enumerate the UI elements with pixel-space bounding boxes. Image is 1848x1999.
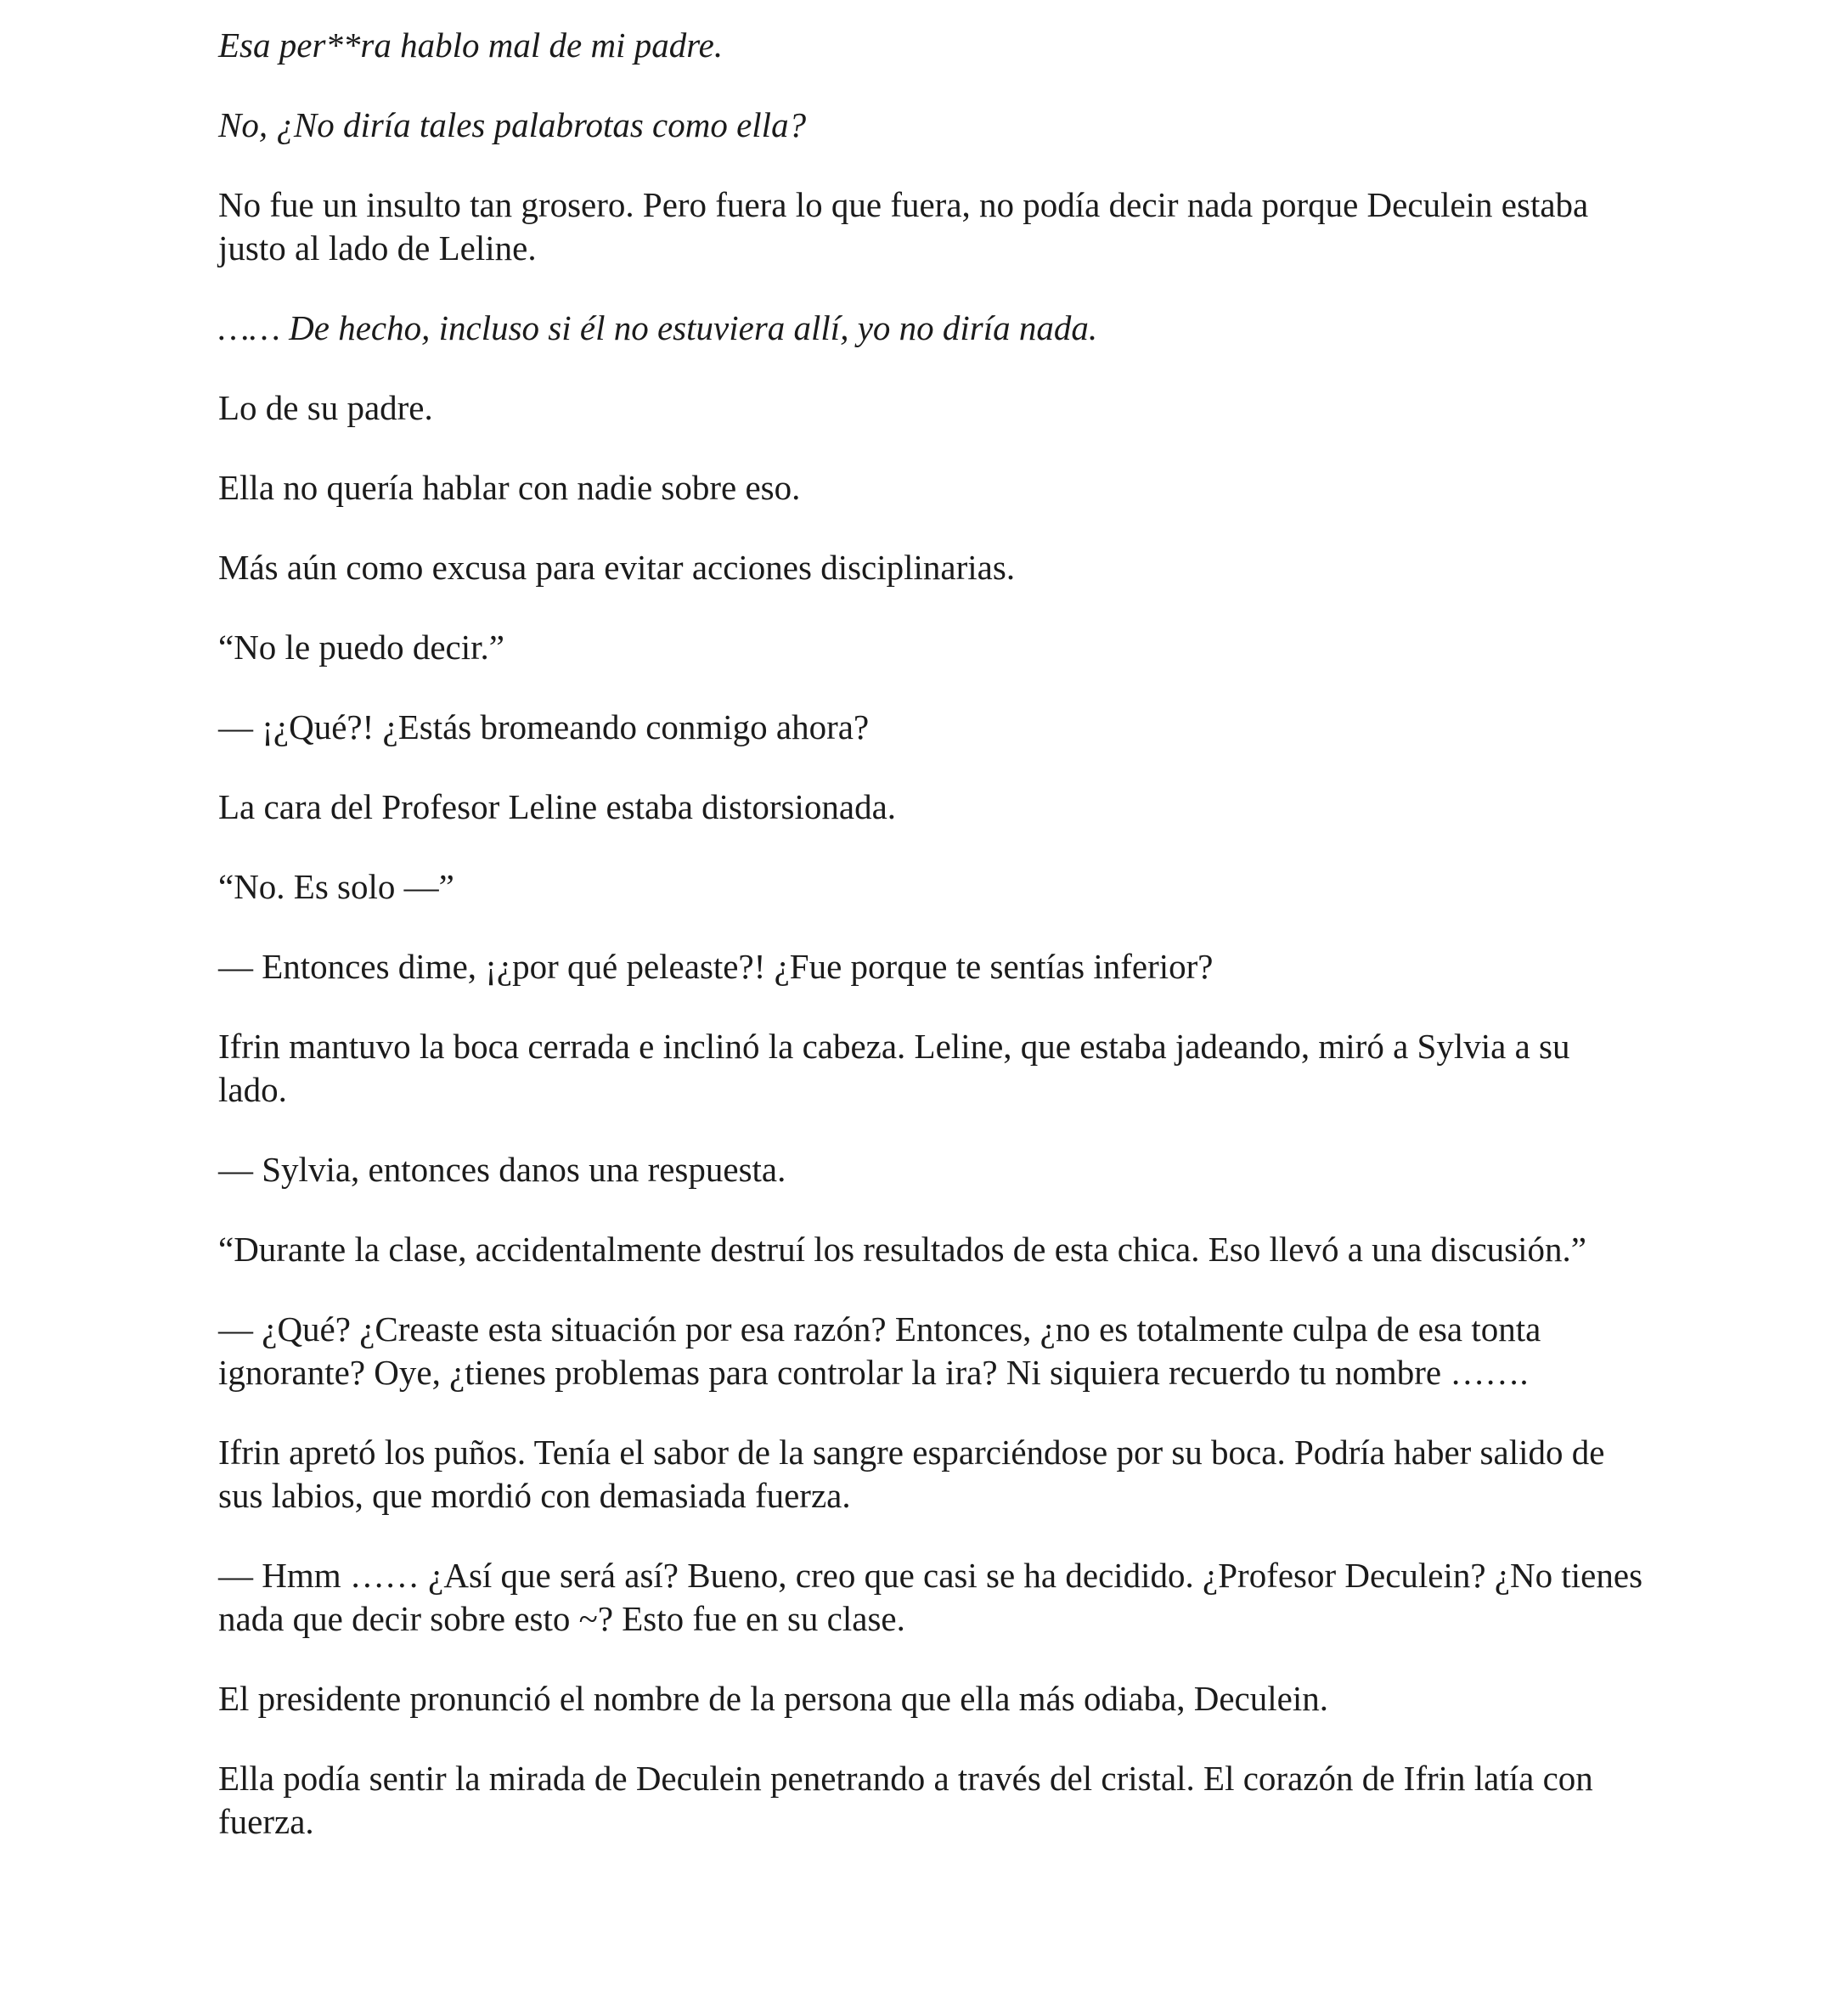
paragraph-4: …… De hecho, incluso si él no estuviera allí, yo no diría nada.: [218, 308, 1098, 347]
paragraph-1: Esa per**ra hablo mal de mi padre.: [218, 25, 724, 65]
paragraph-6: Ella no quería hablar con nadie sobre eso.: [218, 468, 801, 507]
paragraph-13: Ifrin mantuvo la boca cerrada e inclinó la cabeza. Leline, que estaba jadeando, miró a Sylvia a su lado.: [218, 1027, 1570, 1109]
paragraph-9: — ¡¿Qué?! ¿Estás bromeando conmigo ahora?: [218, 707, 870, 746]
paragraph-10: La cara del Profesor Leline estaba distorsionada.: [218, 787, 897, 826]
paragraph-19: El presidente pronunció el nombre de la persona que ella más odiaba, Deculein.: [218, 1679, 1328, 1718]
paragraph-17: Ifrin apretó los puños. Tenía el sabor de la sangre esparciéndose por su boca. Podría haber salido de sus labios, que mordió con demasiada fuerza.: [218, 1433, 1605, 1515]
paragraph-18: — Hmm …… ¿Así que será así? Bueno, creo que casi se ha decidido. ¿Profesor Deculein? ¿No tienes nada que decir sobre esto ~? Esto fue en su clase.: [218, 1556, 1643, 1638]
paragraph-8: “No le puedo decir.”: [218, 628, 504, 667]
paragraph-5: Lo de su padre.: [218, 388, 433, 427]
paragraph-15: “Durante la clase, accidentalmente destruí los resultados de esta chica. Eso llevó a una discusión.”: [218, 1230, 1586, 1269]
paragraph-20: Ella podía sentir la mirada de Deculein penetrando a través del cristal. El corazón de Ifrin latía con fuerza.: [218, 1759, 1593, 1841]
paragraph-12: — Entonces dime, ¡¿por qué peleaste?! ¿Fue porque te sentías inferior?: [218, 947, 1214, 986]
paragraph-3: No fue un insulto tan grosero. Pero fuera lo que fuera, no podía decir nada porque Deculein estaba justo al lado de Leline.: [218, 185, 1589, 267]
paragraph-14: — Sylvia, entonces danos una respuesta.: [218, 1150, 786, 1189]
paragraph-11: “No. Es solo —”: [218, 867, 454, 906]
document-body: [218, 24, 1645, 1880]
paragraph-16: — ¿Qué? ¿Creaste esta situación por esa razón? Entonces, ¿no es totalmente culpa de esa tonta ignorante? Oye, ¿tienes problemas para controlar la ira? Ni siquiera recuerdo tu nombre …….: [218, 1309, 1541, 1392]
paragraph-7: Más aún como excusa para evitar acciones disciplinarias.: [218, 548, 1016, 587]
paragraph-2: No, ¿No diría tales palabrotas como ella?: [218, 105, 807, 144]
